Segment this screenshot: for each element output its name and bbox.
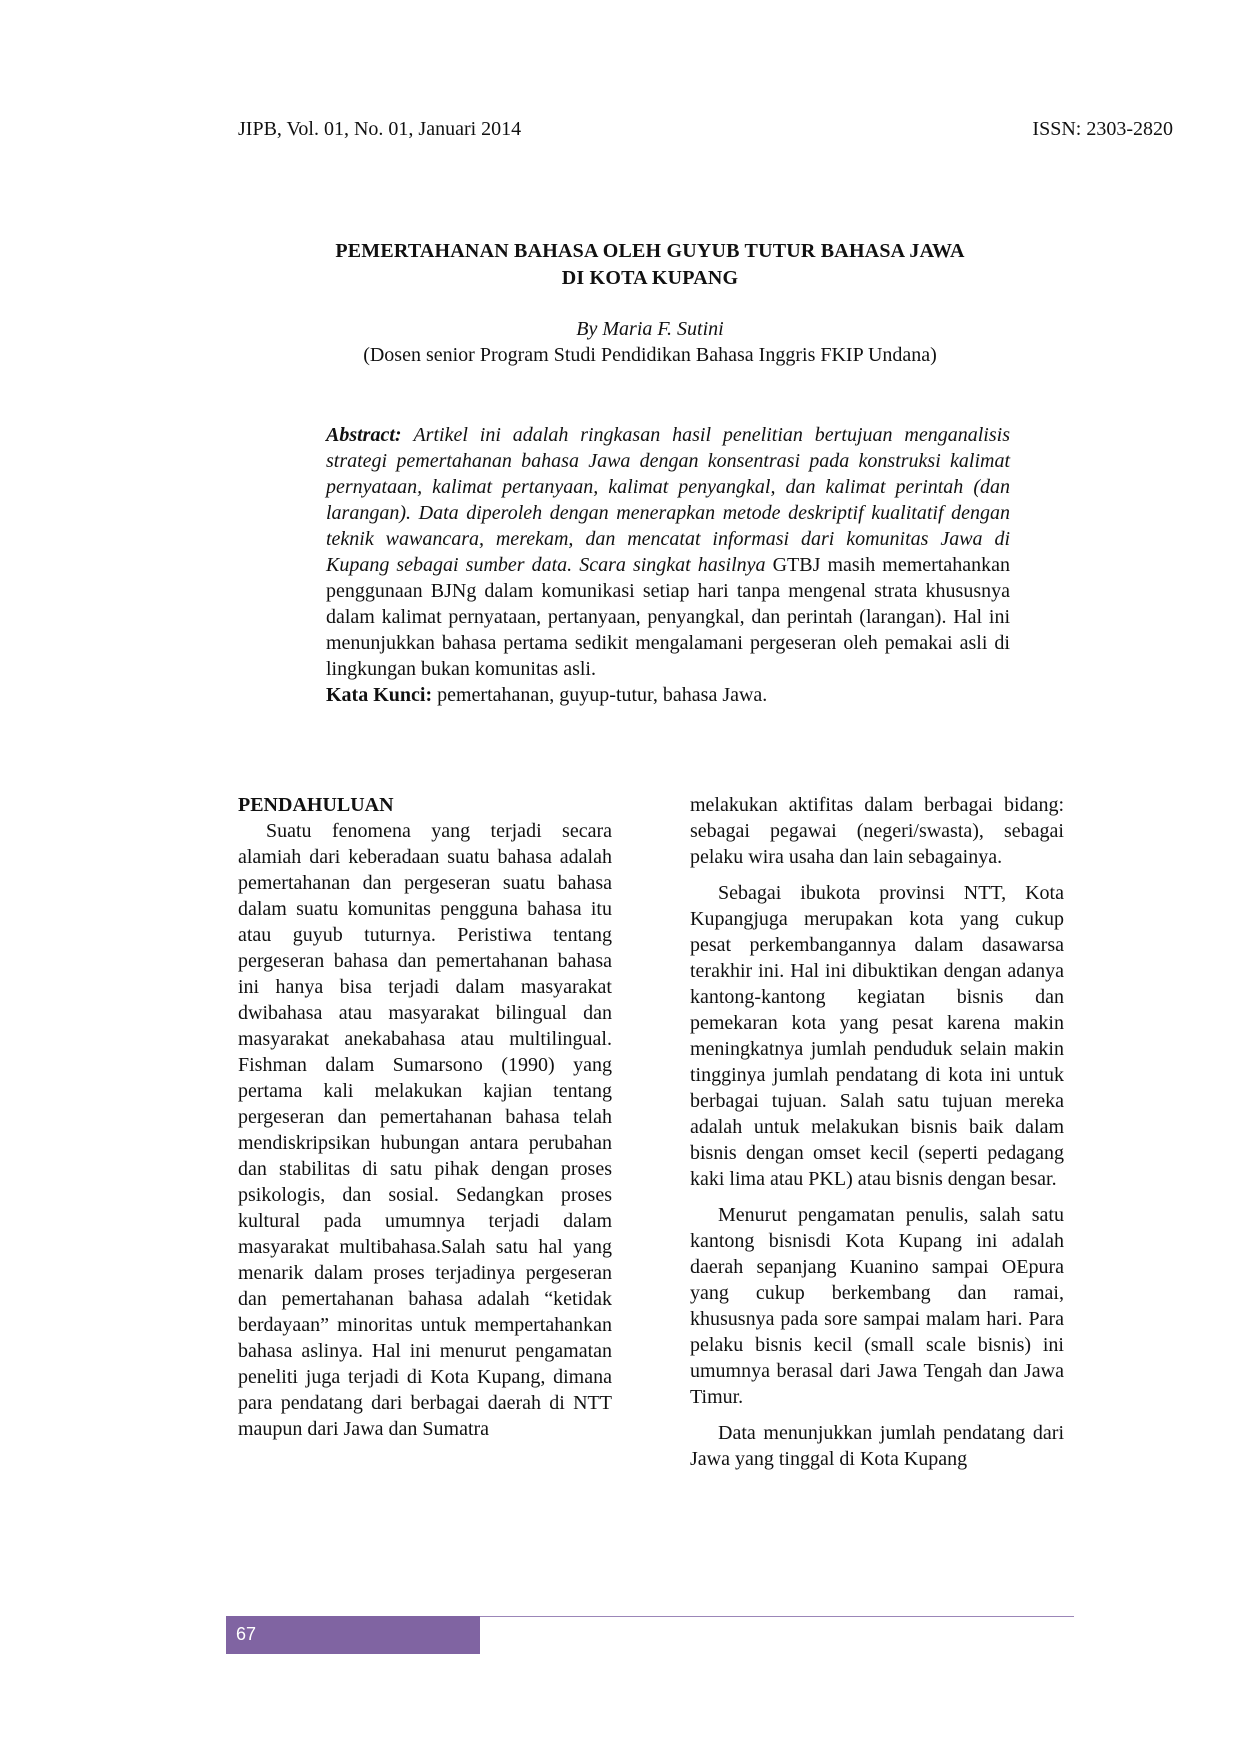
author-name: By Maria F. Sutini [576,318,724,340]
abstract-italic-text: Artikel ini adalah ringkasan hasil penelitian bertujuan menganalisis strategi pemertahanan bahasa Jawa dengan konsentrasi pada konstruksi kalimat pernyataan, kalimat pertanyaan, kalimat penyangkal, dan kalimat perintah (dan larangan). Data diperoleh dengan menerapkan metode deskriptif kualitatif dengan teknik wawancara, merekam, dan mencatat informasi dari komunitas Jawa di Kupang sebagai sumber data. Scara singkat hasilnya [326,424,1010,576]
right-column [690,792,1064,1472]
paper-title [0,238,1241,292]
keywords-label: Kata Kunci: [326,684,433,706]
footer-bar [226,1616,480,1654]
paragraph-kupang: Sebagai ibukota provinsi NTT, Kota Kupangjuga merupakan kota yang cukup pesat perkembangannya dalam dasawarsa terakhir ini. Hal ini dibuktikan dengan adanya kantong-kantong kegiatan bisnis dan pemekaran kota yang pesat karena makin meningkatnya jumlah penduduk selain makin tingginya jumlah pendatang di kota ini untuk berbagai tujuan. Salah satu tujuan mereka adalah untuk melakukan bisnis baik dalam bisnis dengan omset kecil (seperti pedagang kaki lima atau PKL) atau bisnis dengan besar. [690,882,1064,1190]
author-affiliation: (Dosen senior Program Studi Pendidikan Bahasa Inggris FKIP Undana) [363,344,937,366]
intro-paragraph: Suatu fenomena yang terjadi secara alamiah dari keberadaan suatu bahasa adalah pemertahanan dan pergeseran suatu bahasa dalam suatu komunitas pengguna bahasa itu atau guyub tuturnya. Peristiwa tentang pergeseran bahasa dan pemertahanan bahasa ini hanya bisa terjadi dalam masyarakat dwibahasa atau masyarakat bilingual dan masyarakat anekabahasa atau multilingual. Fishman dalam Sumarsono (1990) yang pertama kali melakukan kajian tentang pergeseran dan pemertahanan bahasa telah mendiskripsikan hubungan antara perubahan dan stabilitas di satu pihak dengan proses psikologis, dan sosial. Sedangkan proses kultural pada umumnya terjadi dalam masyarakat multibahasa.Salah satu hal yang menarik dalam proses terjadinya pergeseran dan pemertahanan bahasa adalah “ketidak berdayaan” minoritas untuk mempertahankan bahasa aslinya. Hal ini menurut pengamatan peneliti juga terjadi di Kota Kupang, dimana para pendatang dari berbagai daerah di NTT maupun dari Jawa dan Sumatra [238,820,612,1440]
section-heading: PENDAHULUAN [238,794,394,816]
left-column [238,792,612,1442]
abstract-label: Abstract: [326,424,402,446]
journal-header: JIPB, Vol. 01, No. 01, Januari 2014 [238,118,522,140]
abstract-block [326,422,1010,708]
issn-header: ISSN: 2303-2820 [1032,118,1173,140]
title-line-1: PEMERTAHANAN BAHASA OLEH GUYUB TUTUR BAHASA JAWA [335,240,965,262]
keywords-text: pemertahanan, guyup-tutur, bahasa Jawa. [437,684,768,706]
page-number: 67 [236,1624,257,1644]
title-line-2: DI KOTA KUPANG [561,267,739,289]
paragraph-data: Data menunjukkan jumlah pendatang dari Jawa yang tinggal di Kota Kupang [690,1422,1064,1470]
paragraph-observation: Menurut pengamatan penulis, salah satu kantong bisnisdi Kota Kupang ini adalah daerah sepanjang Kuanino sampai OEpura yang cukup berkembang dan ramai, khususnya pada sore sampai malam hari. Para pelaku bisnis kecil (small scale bisnis) ini umumnya berasal dari Jawa Tengah dan Jawa Timur. [690,1204,1064,1408]
continued-paragraph: melakukan aktifitas dalam berbagai bidang: sebagai pegawai (negeri/swasta), sebagai pelaku wira usaha dan lain sebagainya. [690,794,1064,868]
abstract-regular-text: GTBJ masih memertahankan penggunaan BJNg dalam komunikasi setiap hari tanpa mengenal strata khususnya dalam kalimat pernyataan, pertanyaan, penyangkal, dan perintah (larangan). Hal ini menunjukkan bahasa pertama sedikit mengalamani pergeseran oleh pemakai asli di lingkungan bukan komunitas asli. [326,554,1010,680]
